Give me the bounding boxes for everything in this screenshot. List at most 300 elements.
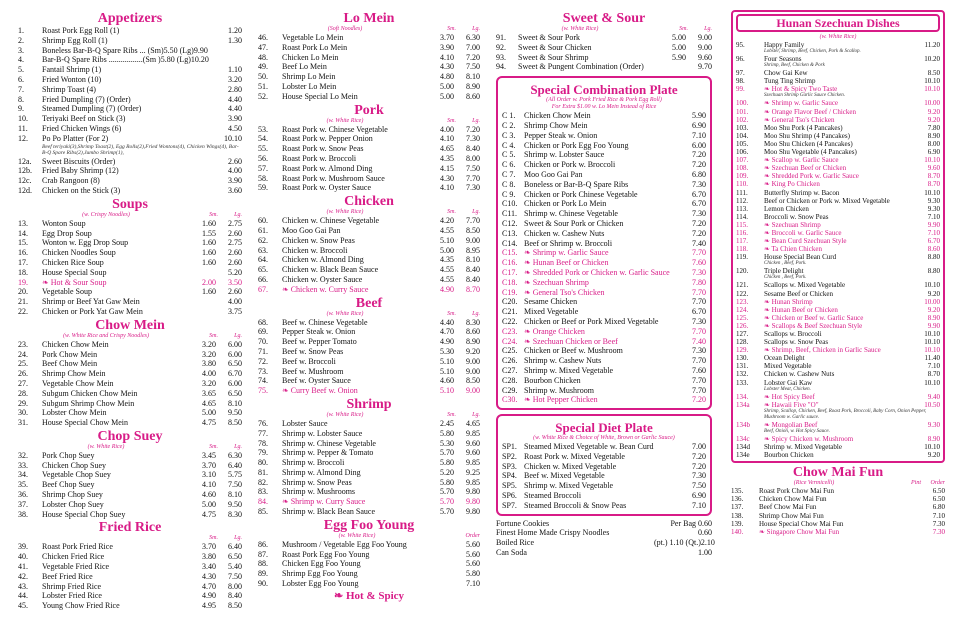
item-name-text: Szechuan Beef or Chicken <box>771 164 847 173</box>
item-name-text: Chicken or Beef or Pork Mixed Vegetable <box>524 316 659 326</box>
item-number: 139. <box>731 519 744 528</box>
item-number: 18. <box>18 267 28 277</box>
item-number: 114. <box>736 212 748 221</box>
item-number: 130. <box>736 354 749 363</box>
chili-pepper-icon: ❧ <box>764 99 772 108</box>
menu-item-row <box>258 579 480 589</box>
item-name <box>764 124 914 132</box>
extras-list <box>496 518 715 558</box>
menu-item-row <box>18 601 242 611</box>
item-number: 61. <box>258 225 268 235</box>
menu-item-row <box>736 229 940 237</box>
price-small: 3.40 <box>202 562 216 572</box>
item-name <box>282 164 432 174</box>
column-4 <box>731 10 945 536</box>
item-price: 8.90 <box>927 313 940 322</box>
menu-item-row <box>736 379 940 387</box>
item-number: 53. <box>258 124 268 134</box>
price-large: 9.00 <box>466 235 480 245</box>
menu-item-row <box>736 148 940 156</box>
price-small: 4.55 <box>440 274 454 284</box>
menu-item-row <box>258 458 480 468</box>
item-name <box>524 501 680 511</box>
item-number: C12. <box>502 218 518 228</box>
sm-label: Sm. <box>679 26 688 32</box>
item-number: 41. <box>18 562 28 572</box>
item-name-text: Ta Chien Chicken <box>771 245 822 254</box>
item-price: 10.00 <box>924 99 940 108</box>
menu-item-row <box>258 236 480 246</box>
item-name <box>282 62 432 72</box>
item-name <box>524 442 680 452</box>
item-number: C 3. <box>502 130 516 140</box>
item-number: C 4. <box>502 140 516 150</box>
menu-item-row <box>258 154 480 164</box>
appetizers-title: Appetizers <box>97 11 163 26</box>
item-price: 6.90 <box>692 120 706 130</box>
menu-item-row <box>496 53 712 63</box>
chili-pepper-icon: ❧ <box>764 305 772 314</box>
item-number: SP7. <box>502 500 517 510</box>
item-price: 11.40 <box>924 354 940 363</box>
item-price: 7.70 <box>692 326 706 336</box>
menu-item-row <box>258 376 480 386</box>
item-name <box>524 209 680 219</box>
item-price: 7.30 <box>692 471 706 481</box>
item-name-text: Chicken or Pork Chinese Vegetable <box>524 189 638 199</box>
item-number: 46. <box>258 33 268 42</box>
item-number: 60. <box>258 216 268 226</box>
item-price: 6.80 <box>692 169 706 179</box>
item-price: 10.10 <box>224 133 242 143</box>
price-small: 5.10 <box>440 235 454 245</box>
item-name-text: House Special Bean Curd <box>764 253 837 262</box>
price-large: 8.10 <box>466 72 480 82</box>
item-name-text: Szechuan Shrimp <box>532 277 589 287</box>
item-name-text: Steamed Broccoli & Snow Peas <box>524 500 627 510</box>
item-name <box>282 487 432 497</box>
menu-item-row <box>18 451 242 461</box>
item-price: 6.70 <box>692 307 706 317</box>
pint-label: Pint <box>911 480 921 487</box>
item-name <box>42 340 194 350</box>
item-number: 11. <box>18 123 28 133</box>
item-price: 7.70 <box>692 248 706 258</box>
price-large: 7.50 <box>228 571 242 581</box>
item-number: 28. <box>18 388 28 398</box>
item-name <box>282 275 432 285</box>
item-number: C27. <box>502 365 518 375</box>
menu-item-row <box>18 75 242 85</box>
menu-item-row <box>736 245 940 253</box>
item-name-text: Beef w. Mixed Vegetable <box>524 471 605 481</box>
hunan-list <box>736 41 940 459</box>
price-small: 1.60 <box>202 257 216 267</box>
item-number: 101. <box>736 107 749 116</box>
item-name <box>524 131 680 141</box>
sm-label: Sm. <box>447 26 456 32</box>
item-price: 6.50 <box>932 487 945 496</box>
item-name-text: Fried Chicken Wings (6) <box>42 123 122 133</box>
menu-item-row <box>736 189 940 197</box>
item-name-text: Chicken w. Black Bean Sauce <box>282 265 379 275</box>
menu-item-row <box>18 510 242 520</box>
menu-item-row <box>18 340 242 350</box>
item-price: 3.90 <box>228 176 242 186</box>
item-number: 74. <box>258 376 268 386</box>
item-price: 6.80 <box>932 503 945 512</box>
menu-item-row <box>18 490 242 500</box>
item-note: Szechuan Shrimp Garlic Sauce Chicken. <box>764 93 845 99</box>
item-number: 47. <box>258 42 268 52</box>
price-small: 5.00 <box>202 408 216 418</box>
chop-suey-title: Chop Suey <box>97 428 163 444</box>
item-name-text: Roast Pork Chow Mai Fun <box>759 487 835 496</box>
price-large: 4.65 <box>466 418 480 428</box>
lg-label: Lg. <box>472 26 480 32</box>
chili-pepper-icon: ❧ <box>524 258 533 268</box>
menu-item-row <box>258 318 480 328</box>
menu-item-row <box>18 55 242 65</box>
item-name <box>42 470 194 480</box>
chili-pepper-icon: ❧ <box>333 589 344 602</box>
item-number: 85. <box>258 507 268 517</box>
price-small: 3.70 <box>440 33 454 42</box>
item-name-text: Beef w. Broccoli <box>282 356 336 366</box>
item-name <box>764 362 914 370</box>
item-number: SP3. <box>502 461 517 471</box>
item-name-text: Chicken Chow Mein <box>524 111 591 121</box>
item-name <box>524 150 680 160</box>
column-1 <box>18 10 242 611</box>
item-number: 138. <box>731 511 744 520</box>
item-name-text: Beef w. Mushroom <box>282 366 344 376</box>
item-name <box>764 85 914 93</box>
item-name-text: Szechuan Shrimp <box>771 220 821 229</box>
item-price: 5.60 <box>466 549 480 559</box>
item-name-text: Vegetable Chop Suey <box>42 470 111 480</box>
item-name-text: Beef w. Oyster Sauce <box>282 376 351 386</box>
item-name <box>524 395 680 405</box>
item-number: 113. <box>736 204 748 213</box>
item-number: 36. <box>18 490 28 500</box>
extra-price: Per Bag 0.60 <box>670 518 712 528</box>
item-name <box>42 55 216 65</box>
item-name <box>42 582 194 592</box>
item-name-text: Sweet & Pungent Combination (Order) <box>518 62 644 72</box>
item-price: 7.30 <box>692 267 706 277</box>
item-price: 8.80 <box>927 267 940 276</box>
menu-item-row <box>258 144 480 154</box>
price-small: 4.70 <box>440 327 454 337</box>
item-price: 8.60 <box>927 245 940 254</box>
item-note: Chicken , Beef, Pork. <box>764 261 807 267</box>
menu-item-row <box>258 53 480 63</box>
item-name-text: Broccoli w. Garlic Sauce <box>771 228 842 237</box>
item-price: 7.50 <box>692 481 706 491</box>
item-name <box>524 121 680 131</box>
price-large: 9.50 <box>228 408 242 418</box>
diet-plate-sub: (w. White Rice & Choice of White, Brown or Garlic Sauce) <box>533 435 675 442</box>
item-number: 69. <box>258 327 268 337</box>
price-large: 7.50 <box>228 480 242 490</box>
item-name <box>524 317 680 327</box>
item-name <box>524 219 680 229</box>
price-large: 8.10 <box>228 490 242 500</box>
item-name <box>282 318 432 328</box>
item-name <box>764 164 914 172</box>
price-small: 4.60 <box>202 490 216 500</box>
item-name <box>42 379 194 389</box>
menu-item-row <box>502 121 706 131</box>
item-number: 66. <box>258 274 268 284</box>
price-small: 3.10 <box>202 470 216 480</box>
price-small: 5.00 <box>202 499 216 509</box>
item-name <box>764 306 914 314</box>
menu-item-row <box>18 36 242 46</box>
item-name-text: House Special Lo Mein <box>282 91 358 101</box>
item-name-text: Chicken or Pork Lo Mein <box>524 199 607 209</box>
item-number: 104. <box>736 131 749 140</box>
item-name <box>282 347 432 357</box>
item-name-text: Beef or Chicken or Pork w. Mixed Vegetable <box>764 196 890 205</box>
lg-label: Lg. <box>234 211 242 218</box>
fried-rice-size-header <box>18 535 242 542</box>
menu-item-row <box>18 500 242 510</box>
item-name-text: Shrimp w. Snow Peas <box>282 477 352 487</box>
item-price: 8.90 <box>927 434 940 443</box>
chili-pepper-icon: ❧ <box>764 392 772 401</box>
item-number: 106. <box>736 148 749 157</box>
item-name-text: Beef Chow Mein <box>42 359 98 369</box>
menu-item-row <box>258 33 480 43</box>
item-name <box>42 500 194 510</box>
price-large: 8.90 <box>466 81 480 91</box>
item-name <box>764 253 914 261</box>
item-price: 3.90 <box>228 114 242 124</box>
item-number: 62. <box>258 235 268 245</box>
item-number: 63. <box>258 245 268 255</box>
item-name <box>759 512 919 520</box>
menu-item-row <box>736 290 940 298</box>
item-number: 29. <box>18 398 28 408</box>
menu-item-row <box>736 443 940 451</box>
item-name-text: Chicken w. Cashew Nuts <box>524 228 605 238</box>
price-large: 6.50 <box>228 552 242 562</box>
item-name-text: Hot & Spicy Two Taste <box>771 85 838 94</box>
chili-pepper-icon: ❧ <box>764 346 772 355</box>
item-name-text: Roast Pork w. Mixed Vegetable <box>524 451 625 461</box>
item-name <box>42 124 216 134</box>
item-name <box>524 180 680 190</box>
item-number: 12. <box>18 133 28 143</box>
item-name <box>42 562 194 572</box>
item-number: 133. <box>736 378 749 387</box>
lo-mein-size-header <box>258 26 480 33</box>
price-large: 9.00 <box>466 386 480 396</box>
shrimp-size-header <box>258 412 480 419</box>
item-name-text: Spicy Chicken w. Mushroom <box>771 434 854 443</box>
price-large: 8.40 <box>466 265 480 275</box>
menu-item-row <box>258 448 480 458</box>
menu-item-row <box>502 366 706 376</box>
item-name-text: House Special Soup <box>42 267 107 277</box>
item-name-text: Scallop w. Garlic Sauce <box>771 156 839 165</box>
item-price: 10.10 <box>924 330 940 338</box>
item-price: 8.50 <box>927 69 940 78</box>
item-name <box>282 540 454 550</box>
item-name <box>282 125 432 135</box>
item-name-text: Tung Ting Shrimp <box>764 77 816 86</box>
menu-item-row <box>18 85 242 95</box>
item-name-text: Shredded Pork or Chicken w. Garlic Sauce <box>532 267 670 277</box>
menu-item-row <box>502 190 706 200</box>
hunan-box <box>731 10 945 463</box>
item-name <box>764 421 914 429</box>
item-price: 7.10 <box>932 511 945 520</box>
item-name-text: Hawaii Five "O" <box>771 400 819 409</box>
menu-item-row <box>736 156 940 164</box>
price-small: 5.30 <box>440 346 454 356</box>
item-name-text: Shrimp Toast (4) <box>42 84 96 94</box>
item-number: 89. <box>258 569 268 579</box>
item-name <box>524 386 680 396</box>
item-name-text: Moo Shu Chicken (4 Pancakes) <box>764 139 853 148</box>
item-name <box>524 356 680 366</box>
lg-label: Lg. <box>472 209 480 216</box>
item-name <box>282 265 432 275</box>
item-price: 6.90 <box>692 491 706 501</box>
extra-name: Boiled Rice <box>496 538 534 548</box>
menu-item-row <box>258 174 480 184</box>
item-name <box>42 542 194 552</box>
item-number: 134. <box>736 392 749 401</box>
item-number: 32. <box>18 450 28 460</box>
menu-item-row <box>18 248 242 258</box>
item-price: 7.00 <box>692 442 706 452</box>
item-price: 10.10 <box>924 338 940 347</box>
menu-item-row <box>502 297 706 307</box>
item-name-text: Beef w. Pepper Tomato <box>282 337 357 347</box>
item-name <box>764 451 914 459</box>
menu-item-row <box>736 435 940 443</box>
item-price: 7.80 <box>927 123 940 132</box>
fried-rice-title: Fried Rice <box>98 520 162 536</box>
price-small: 4.20 <box>440 216 454 226</box>
item-name-text: Shrimp Egg Roll (1) <box>42 35 108 45</box>
extra-name: Finest Home Made Crispy Noodles <box>496 528 610 538</box>
price-large: 3.75 <box>228 306 242 316</box>
item-name-text: Chicken Fried Rice <box>42 552 105 562</box>
price-large: 9.85 <box>466 477 480 487</box>
item-name <box>282 43 432 53</box>
menu-item-row <box>502 170 706 180</box>
price-large: 9.80 <box>466 487 480 497</box>
item-number: C28. <box>502 375 518 385</box>
item-name-text: Moo Shu Vegetable (4 Pancakes) <box>764 148 857 157</box>
item-number: 105. <box>736 139 749 148</box>
price-small: 4.55 <box>440 265 454 275</box>
menu-item-row <box>502 209 706 219</box>
item-number: 129. <box>736 346 749 355</box>
item-name-text: Shrimp Chow Mai Fun <box>759 511 824 520</box>
item-number: 92. <box>496 42 506 52</box>
item-price: 7.70 <box>692 297 706 307</box>
item-number: 24. <box>18 349 28 359</box>
menu-item-row <box>18 307 242 317</box>
item-name <box>42 134 216 144</box>
price-large: 4.00 <box>228 297 242 307</box>
item-name <box>524 190 680 200</box>
item-number: C21. <box>502 307 518 317</box>
item-price: 1.10 <box>228 65 242 75</box>
price-large: 6.30 <box>228 450 242 460</box>
chicken-list <box>258 216 480 294</box>
item-name <box>282 134 432 144</box>
item-number: C 8. <box>502 179 516 189</box>
menu-item-row <box>502 395 706 405</box>
chili-pepper-icon: ❧ <box>524 326 533 336</box>
menu-item-row <box>18 572 242 582</box>
item-number: 16. <box>18 248 28 258</box>
menu-item-row <box>736 213 940 221</box>
egg-foo-young-sub: (w. White Rice) <box>338 532 376 539</box>
item-name <box>42 75 216 85</box>
item-number: 25. <box>18 359 28 369</box>
menu-item-row <box>496 62 712 72</box>
extra-item-row <box>496 548 712 558</box>
sm-label: Sm. <box>447 411 456 418</box>
item-name <box>759 528 919 536</box>
menu-item-row <box>502 160 706 170</box>
item-number: 5. <box>18 65 24 75</box>
item-number: 68. <box>258 317 268 327</box>
chili-pepper-icon: ❧ <box>524 336 533 346</box>
item-name-text: Fantail Shrimp (1) <box>42 65 102 75</box>
item-name-text: Vegetable Lo Mein <box>282 33 344 42</box>
item-name <box>764 267 914 275</box>
menu-item-row <box>736 362 940 370</box>
item-name <box>524 471 680 481</box>
item-name <box>282 174 432 184</box>
item-number: 23. <box>18 339 28 349</box>
sm-label: Sm. <box>209 211 218 218</box>
item-price: 2.60 <box>228 156 242 166</box>
item-name <box>282 507 432 517</box>
menu-item-row <box>502 386 706 396</box>
menu-item-row <box>502 229 706 239</box>
item-number: C22. <box>502 316 518 326</box>
menu-item-row <box>18 229 242 239</box>
item-name-text: Chicken w. Chinese Vegetable <box>282 216 380 226</box>
item-number: C19. <box>502 287 518 297</box>
item-name-text: Bourbon Chicken <box>764 451 814 460</box>
item-name-text: Roast Pork w. Snow Peas <box>282 144 364 154</box>
item-price: 7.20 <box>692 218 706 228</box>
item-name <box>764 55 914 63</box>
item-name-text: Beef Lo Mein <box>282 62 327 72</box>
item-number: 134c <box>736 434 750 443</box>
item-name <box>524 288 680 298</box>
price-small: 5.80 <box>440 428 454 438</box>
price-large: 8.40 <box>466 144 480 154</box>
menu-item-row <box>736 77 940 85</box>
item-name-text: Boneless or Bar-B-Q Spare Ribs <box>524 179 629 189</box>
item-number: C18. <box>502 277 518 287</box>
item-number: 125. <box>736 313 749 322</box>
chow-mai-fun-header <box>731 480 945 487</box>
item-number: 99. <box>736 85 745 94</box>
